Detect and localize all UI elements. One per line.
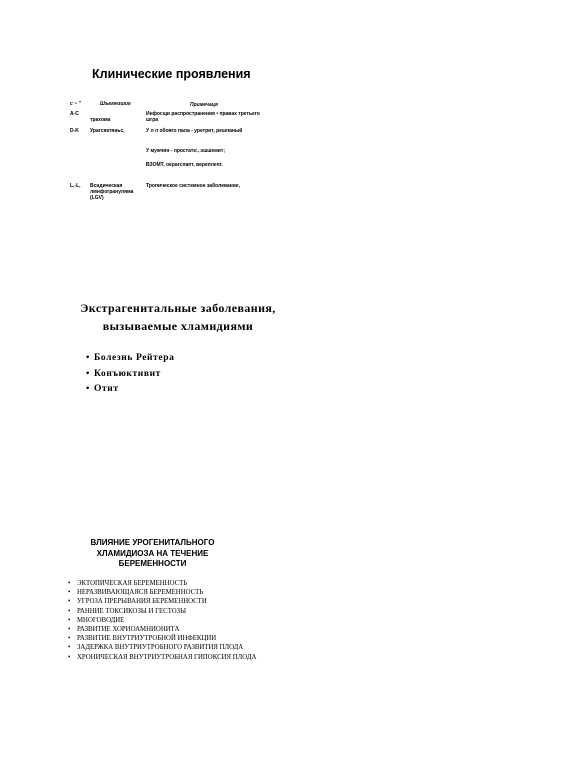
clinical-manifestations-title: Клинические проявления <box>92 67 251 81</box>
list-item: • ХРОНИЧЕСКАЯ ВНУТРИУТРОБНАЯ ГИПОКСИЯ ПЛОДА <box>68 653 278 662</box>
extragenital-diseases-title: Экстрагенитальные заболевания, вызываемые хламидиями <box>80 301 276 333</box>
table-header-serotype: с ~ " <box>70 101 81 107</box>
list-item: • РАЗВИТИЕ ВНУТРИУТРОБНОЙ ИНФЕКЦИИ <box>68 634 278 643</box>
table-cell: Инфосщи распространения • правах третьего шгра <box>146 111 260 124</box>
list-item: • Болезнь Рейтера <box>86 351 174 367</box>
table-header-note: Примечаця <box>190 102 218 108</box>
list-item: • Отит <box>86 382 174 398</box>
list-item: • Конъюктивит <box>86 367 174 383</box>
table-cell: Тропическое системное заболевание, <box>146 183 241 189</box>
table-cell: A-C <box>70 111 79 117</box>
extragenital-diseases-list <box>86 351 174 398</box>
table-cell: Всндическая лмнфогрануляма (LGV) <box>90 183 134 202</box>
pregnancy-influence-list <box>68 579 278 662</box>
pregnancy-influence-title: ВЛИЯНИЕ УРОГЕНИТАЛЬНОГО ХЛАМИДИОЗА НА ТЕЧЕНИЕ БЕРЕМЕННОСТИ <box>90 538 215 568</box>
list-item: • УГРОЗА ПРЕРЫВАНИЯ БЕРЕМЕННОСТИ <box>68 597 278 606</box>
table-header-disease: Шъемнзшие <box>100 101 131 107</box>
table-cell: D-K <box>70 128 79 134</box>
table-cell: трахома <box>90 117 111 123</box>
table-cell: У мужчин - простатк:, эшшемит; <box>146 148 225 154</box>
table-cell: L,-L, <box>70 183 81 189</box>
list-item: • ЗАДЕРЖКА ВНУТРИУТРОБНОГО РАЗВИТИЯ ПЛОДА <box>68 643 278 652</box>
table-cell: Урагсяктяиьс, <box>90 128 125 134</box>
table-cell: У л п обояго пала - уретрит, решпаный <box>146 128 243 134</box>
list-item: • ЭКТОПИЧЕСКАЯ БЕРЕМЕННОСТЬ <box>68 579 278 588</box>
list-item: • РАННИЕ ТОКСИКОЗЫ И ГЕСТОЗЫ <box>68 607 278 616</box>
table-cell: ВЗОМТ, оерагспапт, вереплепг. <box>146 162 223 168</box>
list-item: • МНОГОВОДИЕ <box>68 616 278 625</box>
list-item: • НЕРАЗВИВАЮЩАЯСЯ БЕРЕМЕННОСТЬ <box>68 588 278 597</box>
list-item: • РАЗВИТИЕ ХОРИОАМНИОНИТА <box>68 625 278 634</box>
